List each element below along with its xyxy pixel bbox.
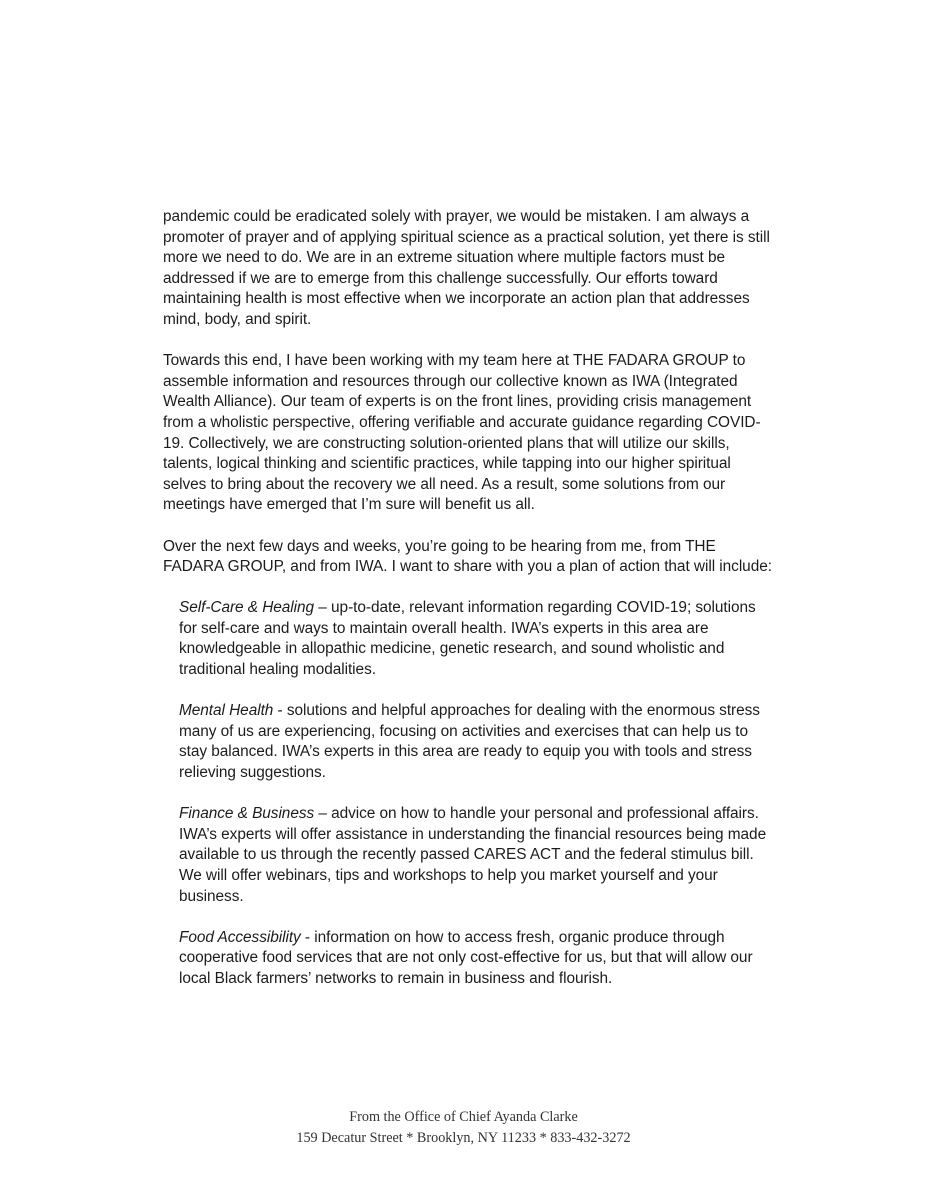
plan-item-mental-health [163,701,773,783]
plan-item-title: Finance & Business [179,805,315,823]
plan-item-title: Self-Care & Healing [179,599,315,617]
plan-item-text: information on how to access fresh, organic produce through cooperative food services that are not only cost-effective for us, but that will allow our local Black farmers’ networks to remain in business and flourish. [179,928,753,987]
plan-item-text: solutions and helpful approaches for dealing with the enormous stress many of us are experiencing, focusing on activities and exercises that can help us to stay balanced. IWA’s experts in this area are ready to equip you with tools and stress relieving suggestions. [179,702,760,782]
letter-footer [0,1107,927,1148]
paragraph-prayer: pandemic could be eradicated solely with prayer, we would be mistaken. I am always a promoter of prayer and of applying spiritual science as a practical solution, yet there is still more we need to do. We are in an extreme situation where multiple factors must be addressed if we are to emerge from this challenge successfully. Our efforts toward maintaining health is most effective when we incorporate an action plan that addresses mind, body, and spirit. [163,208,770,328]
plan-item-separator: - [273,702,287,720]
plan-item-separator: – [314,805,332,823]
plan-of-action-list [163,598,773,989]
plan-item-food-accessibility [163,928,773,990]
plan-item-finance-business [163,804,773,907]
plan-item-title: Food Accessibility [179,928,301,946]
footer-address-line: 159 Decatur Street * Brooklyn, NY 11233 * 833-432-3272 [296,1129,631,1146]
plan-item-separator: – [314,599,332,617]
plan-item-title: Mental Health [179,702,274,720]
plan-item-text: advice on how to handle your personal and professional affairs. IWA’s experts will offer assistance in understanding the financial resources being made available to us through the recently passed CARES ACT and the federal stimulus bill. We will offer webinars, tips and workshops to help you market yourself and your business. [179,805,767,905]
plan-item-self-care [163,598,773,680]
paragraph-fadara-group: Towards this end, I have been working with my team here at THE FADARA GROUP to assemble information and resources through our collective known as IWA (Integrated Wealth Alliance). Our team of experts is on the front lines, providing crisis management from a wholistic perspective, offering verifiable and accurate guidance regarding COVID-19. Collectively, we are constructing solution-oriented plans that will utilize our skills, talents, logical thinking and scientific practices, while tapping into our higher spiritual selves to bring about the recovery we all need. As a result, some solutions from our meetings have emerged that I’m sure will benefit us all. [163,352,761,514]
footer-office-line: From the Office of Chief Ayanda Clarke [349,1109,578,1125]
paragraph-plan-intro: Over the next few days and weeks, you’re going to be hearing from me, from THE FADARA GROUP, and from IWA. I want to share with you a plan of action that will include: [163,537,772,576]
letter-body [163,207,773,990]
plan-item-separator: - [300,928,315,946]
plan-item-text: up-to-date, relevant information regarding COVID-19; solutions for self-care and ways to maintain overall health. IWA’s experts in this area are knowledgeable in allopathic medicine, genetic research, and sound wholistic and traditional healing modalities. [179,599,756,679]
